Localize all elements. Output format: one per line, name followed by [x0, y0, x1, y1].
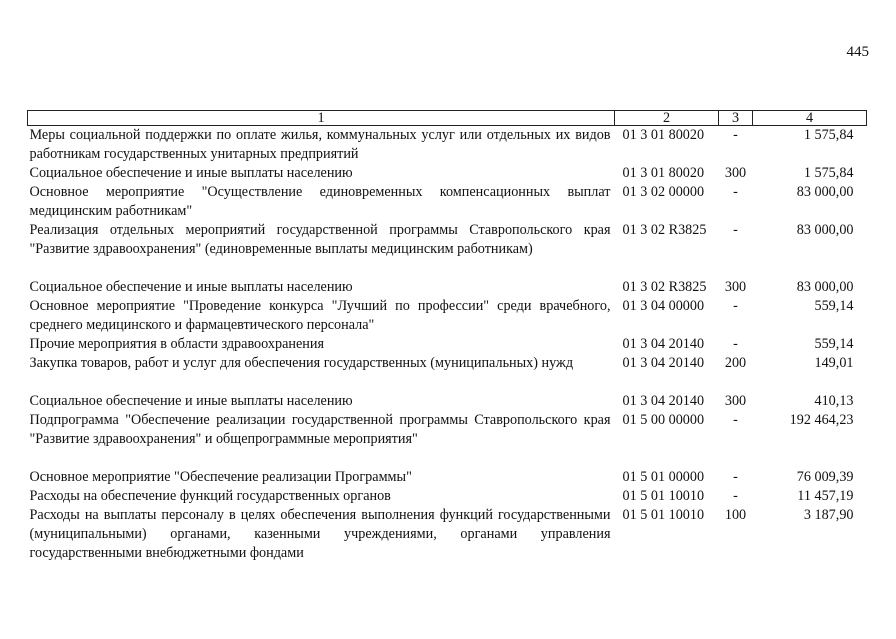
header-name: 1 — [28, 111, 615, 126]
row-type: 100 — [724, 507, 747, 523]
table-row — [28, 183, 867, 221]
row-name: Основное мероприятие "Проведение конкурса "Лучший по профессии" среди врачебного, среднего медицинского и фармацевтического персонала" — [29, 298, 611, 333]
row-code: 01 5 00 00000 — [622, 412, 705, 428]
blank-row — [28, 259, 867, 278]
table-row — [28, 411, 867, 449]
row-name: Подпрограмма "Обеспечение реализации государственной программы Ставропольского края "Развитие здравоохранения" и общепрограммные мероприятия" — [29, 412, 611, 447]
row-name: Прочие мероприятия в области здравоохранения — [29, 336, 324, 352]
row-code: 01 5 01 10010 — [622, 507, 705, 523]
row-name: Реализация отдельных мероприятий государственной программы Ставропольского края "Развитие здравоохранения" (единовременные выплаты медицинским работникам) — [29, 222, 611, 257]
row-type: - — [733, 488, 738, 504]
table-row — [28, 126, 867, 165]
row-name: Социальное обеспечение и иные выплаты населению — [29, 279, 353, 295]
row-code: 01 3 04 20140 — [622, 336, 705, 352]
table-row — [28, 278, 867, 297]
row-sum: 192 464,23 — [789, 412, 854, 428]
row-sum: 1 575,84 — [803, 127, 854, 143]
row-name: Социальное обеспечение и иные выплаты населению — [29, 393, 353, 409]
header-type: 3 — [719, 111, 753, 126]
row-sum: 83 000,00 — [796, 222, 854, 238]
page-number: 445 — [846, 44, 869, 60]
row-name: Расходы на выплаты персоналу в целях обеспечения выполнения функций государственными (муниципальными) органами, казенными учреждениями, органами управления государственными внебюджетными фондами — [29, 507, 611, 561]
row-code: 01 5 01 10010 — [622, 488, 705, 504]
row-type: - — [733, 469, 738, 485]
table-row — [28, 221, 867, 259]
row-code: 01 3 02 R3825 — [622, 279, 707, 295]
row-sum: 559,14 — [814, 298, 854, 314]
row-type: 300 — [724, 279, 747, 295]
row-sum: 76 009,39 — [796, 469, 854, 485]
table-row — [28, 335, 867, 354]
header-sum: 4 — [753, 111, 867, 126]
row-type: - — [733, 127, 738, 143]
row-sum: 83 000,00 — [796, 184, 854, 200]
row-name: Основное мероприятие "Обеспечение реализации Программы" — [29, 469, 412, 485]
budget-table — [27, 110, 867, 563]
table-row — [28, 354, 867, 373]
row-code: 01 3 04 20140 — [622, 393, 705, 409]
row-sum: 3 187,90 — [803, 507, 854, 523]
row-name: Расходы на обеспечение функций государственных органов — [29, 488, 391, 504]
row-sum: 11 457,19 — [797, 488, 854, 504]
row-type: - — [733, 336, 738, 352]
row-code: 01 3 04 00000 — [622, 298, 705, 314]
row-name: Социальное обеспечение и иные выплаты населению — [29, 165, 353, 181]
row-type: 300 — [724, 393, 747, 409]
row-type: 300 — [724, 165, 747, 181]
table-row — [28, 487, 867, 506]
row-code: 01 3 02 00000 — [622, 184, 705, 200]
row-code: 01 3 01 80020 — [622, 165, 705, 181]
row-type: - — [733, 222, 738, 238]
row-code: 01 5 01 00000 — [622, 469, 705, 485]
row-sum: 149,01 — [814, 355, 854, 371]
table-row — [28, 164, 867, 183]
table-row — [28, 468, 867, 487]
row-type: - — [733, 298, 738, 314]
row-type: - — [733, 412, 738, 428]
table-header-row — [28, 111, 867, 126]
row-type: 200 — [724, 355, 747, 371]
row-name: Закупка товаров, работ и услуг для обеспечения государственных (муниципальных) нужд — [29, 355, 574, 371]
row-name: Основное мероприятие "Осуществление единовременных компенсационных выплат медицинским работникам" — [29, 184, 611, 219]
table-row — [28, 392, 867, 411]
table-row — [28, 506, 867, 563]
row-sum: 1 575,84 — [803, 165, 854, 181]
row-type: - — [733, 184, 738, 200]
row-sum: 559,14 — [814, 336, 854, 352]
row-code: 01 3 04 20140 — [622, 355, 705, 371]
row-sum: 83 000,00 — [796, 279, 854, 295]
header-code: 2 — [615, 111, 719, 126]
row-code: 01 3 01 80020 — [622, 127, 705, 143]
row-code: 01 3 02 R3825 — [622, 222, 707, 238]
row-sum: 410,13 — [814, 393, 854, 409]
blank-row — [28, 373, 867, 392]
table-row — [28, 297, 867, 335]
blank-row — [28, 449, 867, 468]
row-name: Меры социальной поддержки по оплате жилья, коммунальных услуг или отдельных их видов работникам государственных унитарных предприятий — [29, 127, 611, 162]
